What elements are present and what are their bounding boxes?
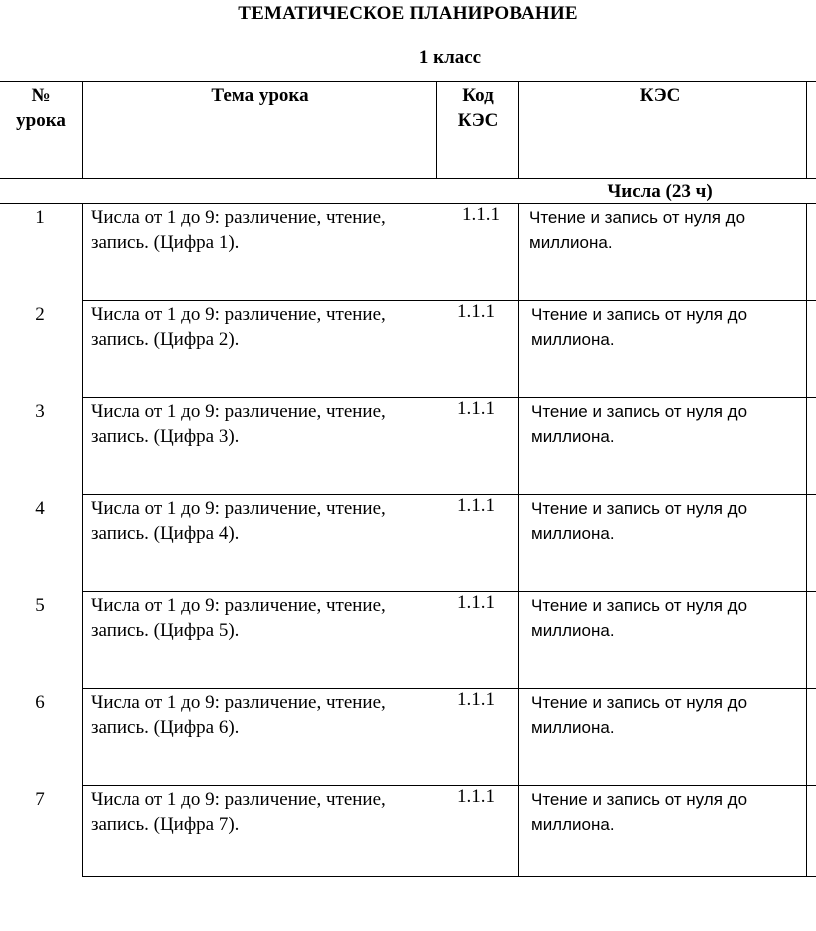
row-kes-code: 1.1.1 — [457, 398, 495, 419]
row-number: 6 — [35, 692, 45, 713]
section-title: Числа (23 ч) — [607, 181, 713, 202]
header-lesson-topic: Тема урока — [211, 85, 309, 106]
row-number: 4 — [35, 498, 45, 519]
row-topic: Числа от 1 до 9: различение, чтение, запись. (Цифра 1). — [91, 207, 386, 253]
row-kes-code: 1.1.1 — [457, 301, 495, 322]
row-kes-code: 1.1.1 — [457, 689, 495, 710]
row-kes: Чтение и запись от нуля до миллиона. — [531, 402, 748, 446]
row-kes-code: 1.1.1 — [462, 204, 500, 225]
row-kes-code: 1.1.1 — [457, 592, 495, 613]
row-topic: Числа от 1 до 9: различение, чтение, запись. (Цифра 7). — [91, 789, 386, 835]
table-border-left — [82, 81, 83, 178]
row-topic: Числа от 1 до 9: различение, чтение, запись. (Цифра 2). — [91, 304, 386, 350]
row-number: 3 — [35, 401, 45, 422]
row-kes-code: 1.1.1 — [457, 786, 495, 807]
row-kes: Чтение и запись от нуля до миллиона. — [531, 790, 748, 834]
header-lesson-number: № урока — [16, 85, 66, 131]
document-title: ТЕМАТИЧЕСКОЕ ПЛАНИРОВАНИЕ — [238, 3, 578, 24]
column-divider — [436, 81, 437, 178]
column-divider — [518, 203, 519, 876]
row-kes-code: 1.1.1 — [457, 495, 495, 516]
row-kes: Чтение и запись от нуля до миллиона. — [531, 305, 748, 349]
column-divider — [518, 81, 519, 178]
row-kes: Чтение и запись от нуля до миллиона. — [529, 208, 746, 252]
row-kes: Чтение и запись от нуля до миллиона. — [531, 499, 748, 543]
row-kes: Чтение и запись от нуля до миллиона. — [531, 596, 748, 640]
row-divider — [82, 876, 816, 877]
document-subtitle: 1 класс — [418, 47, 482, 68]
row-number: 5 — [35, 595, 45, 616]
column-divider — [806, 81, 807, 178]
column-divider — [82, 203, 83, 876]
row-number: 7 — [35, 789, 45, 810]
row-number: 1 — [35, 207, 45, 228]
column-divider — [806, 203, 807, 876]
row-topic: Числа от 1 до 9: различение, чтение, запись. (Цифра 3). — [91, 401, 386, 447]
row-topic: Числа от 1 до 9: различение, чтение, запись. (Цифра 4). — [91, 498, 386, 544]
row-kes: Чтение и запись от нуля до миллиона. — [531, 693, 748, 737]
row-number: 2 — [35, 304, 45, 325]
row-topic: Числа от 1 до 9: различение, чтение, запись. (Цифра 6). — [91, 692, 386, 738]
row-topic: Числа от 1 до 9: различение, чтение, запись. (Цифра 5). — [91, 595, 386, 641]
header-kes-code: Код КЭС — [457, 85, 499, 131]
header-kes: КЭС — [639, 85, 681, 106]
